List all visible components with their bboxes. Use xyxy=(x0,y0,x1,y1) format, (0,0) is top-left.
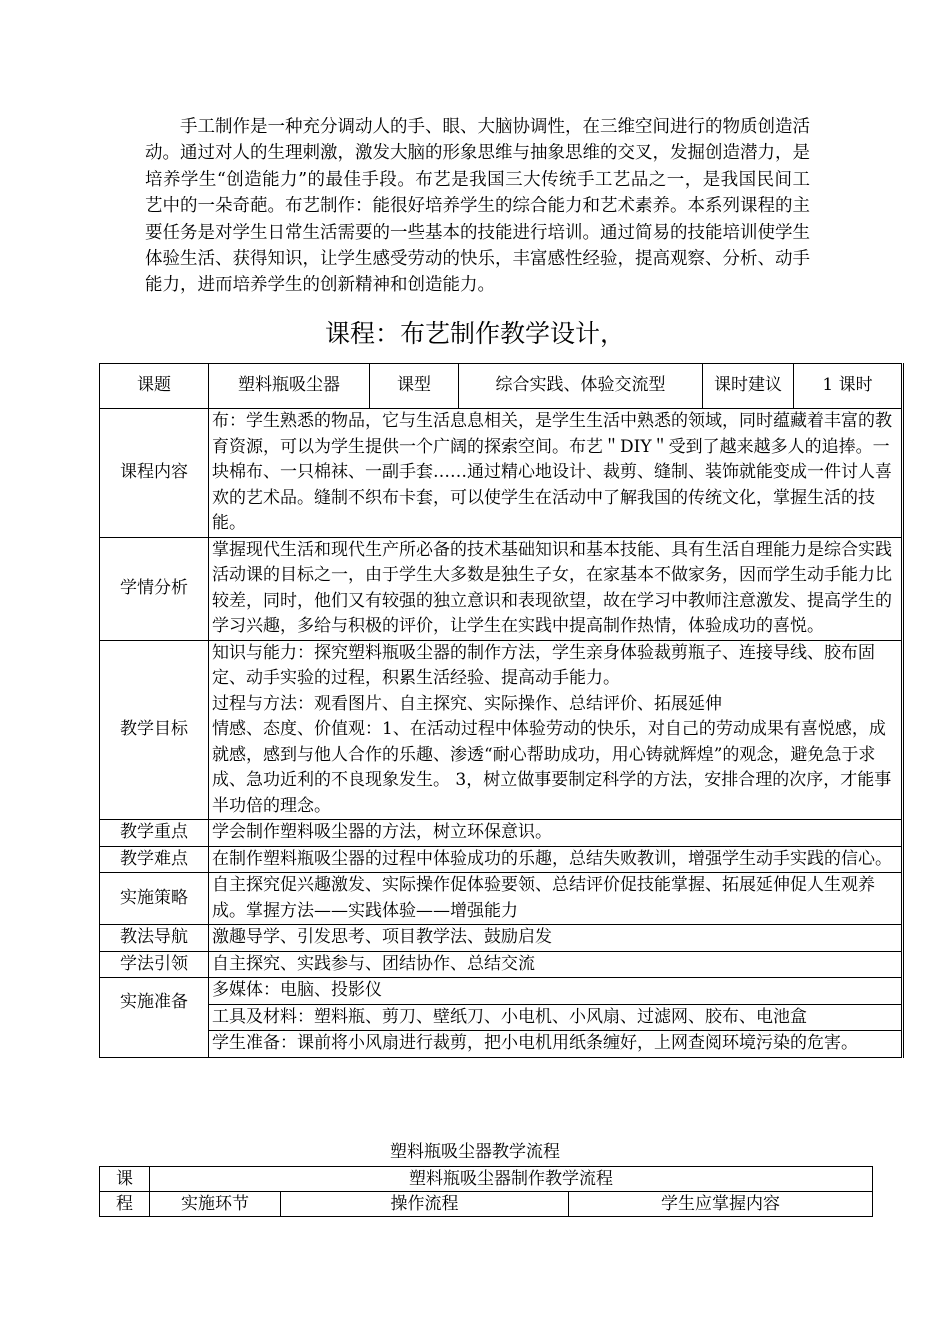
topic-value: 塑料瓶吸尘器 xyxy=(209,364,370,409)
analysis-label: 学情分析 xyxy=(100,537,209,640)
hours-label: 课时建议 xyxy=(703,364,794,409)
analysis-row xyxy=(100,537,903,640)
key-point-label: 教学重点 xyxy=(100,820,209,847)
difficulty-row xyxy=(100,846,903,873)
flow-side-top: 课 xyxy=(100,1167,150,1192)
method-learn-label: 学法引领 xyxy=(100,951,209,978)
method-learn-text: 自主探究、实践参与、团结协作、总结交流 xyxy=(209,951,903,978)
prep-row xyxy=(100,978,903,1058)
key-point-row xyxy=(100,820,903,847)
flow-col-content: 学生应掌握内容 xyxy=(569,1192,873,1217)
difficulty-text: 在制作塑料瓶吸尘器的过程中体验成功的乐趣，总结失败教训，增强学生动手实践的信心。 xyxy=(209,846,903,873)
prep-label: 实施准备 xyxy=(100,978,209,1058)
flow-col-process: 操作流程 xyxy=(281,1192,569,1217)
method-teach-row xyxy=(100,925,903,952)
difficulty-label: 教学难点 xyxy=(100,846,209,873)
method-teach-text: 激趣导学、引发思考、项目教学法、鼓励启发 xyxy=(209,925,903,952)
goals-attitude: 情感、态度、价值观：1、在活动过程中体验劳动的快乐，对自己的劳动成果有喜悦感，成就感，感到与他人合作的乐趣、渗透“耐心帮助成功，用心铸就辉煌”的观念，避免急于求成、急功近利的不良现象发生。 3，树立做事要制定科学的方法，安排合理的次序，才能事半功倍的理念。 xyxy=(212,719,892,816)
flow-table xyxy=(99,1166,873,1217)
analysis-text: 掌握现代生活和现代生产所必备的技术基础知识和基本技能、具有生活自理能力是综合实践活动课的目标之一，由于学生大多数是独生子女，在家基本不做家务，因而学生动手能力比较差，同时，他们又有较强的独立意识和表现欲望，故在学习中教师注意激发、提高学生的学习兴趣，多给与积极的评价，让学生在实践中提高制作热情，体验成功的喜悦。 xyxy=(209,537,903,640)
prep-cell xyxy=(209,978,903,1058)
goals-process: 过程与方法：观看图片、自主探究、实际操作、总结评价、拓展延伸 xyxy=(212,693,722,714)
type-value: 综合实践、体验交流型 xyxy=(459,364,703,409)
header-row xyxy=(100,364,903,409)
key-point-text: 学会制作塑料吸尘器的方法，树立环保意识。 xyxy=(209,820,903,847)
goals-label: 教学目标 xyxy=(100,640,209,820)
flow-title: 塑料瓶吸尘器制作教学流程 xyxy=(150,1167,873,1192)
prep-media: 多媒体：电脑、投影仪 xyxy=(209,978,901,1005)
course-title: 课程：布艺制作教学设计， xyxy=(324,319,625,348)
goals-row xyxy=(100,640,903,820)
content-label: 课程内容 xyxy=(100,409,209,538)
prep-students: 学生准备：课前将小风扇进行裁剪，把小电机用纸条缠好，上网查阅环境污染的危害。 xyxy=(212,1033,858,1053)
lesson-plan-table xyxy=(99,363,904,1058)
strategy-label: 实施策略 xyxy=(100,873,209,925)
flow-col-stage: 实施环节 xyxy=(150,1192,281,1217)
topic-label: 课题 xyxy=(100,364,209,409)
goals-knowledge: 知识与能力：探究塑料瓶吸尘器的制作方法，学生亲身体验裁剪瓶子、连接导线、胶布固定、动手实验的过程，积累生活经验、提高动手能力。 xyxy=(212,642,875,688)
prep-tools: 工具及材料：塑料瓶、剪刀、壁纸刀、小电机、小风扇、过滤网、胶布、电池盒 xyxy=(209,1005,901,1032)
flow-caption: 塑料瓶吸尘器教学流程 xyxy=(390,1142,560,1162)
intro-paragraph: 手工制作是一种充分调动人的手、眼、大脑协调性，在三维空间进行的物质创造活动。通过对人的生理刺激，激发大脑的形象思维与抽象思维的交叉，发掘创造潜力，是培养学生“创造能力”的最佳手段。布艺是我国三大传统手工艺品之一，是我国民间工艺中的一朵奇葩。布艺制作：能很好培养学生的综合能力和艺术素养。本系列课程的主要任务是对学生日常生活需要的一些基本的技能进行培训。通过简易的技能培训使学生体验生活、获得知识，让学生感受劳动的快乐，丰富感性经验，提高观察、分析、动手能力，进而培养学生的创新精神和创造能力。 xyxy=(145,117,810,296)
strategy-text: 自主探究促兴趣激发、实际操作促体验要领、总结评价促技能掌握、拓展延伸促人生观养成。掌握方法——实践体验——增强能力 xyxy=(209,873,903,925)
flow-header-row xyxy=(100,1192,873,1217)
hours-value: 1 课时 xyxy=(794,364,903,409)
method-teach-label: 教法导航 xyxy=(100,925,209,952)
strategy-row xyxy=(100,873,903,925)
goals-cell xyxy=(209,640,903,820)
content-text: 布：学生熟悉的物品，它与生活息息相关，是学生生活中熟悉的领域，同时蕴藏着丰富的教育资源，可以为学生提供一个广阔的探索空间。布艺＂DIY＂受到了越来越多人的追捧。一块棉布、一只棉袜、一副手套……通过精心地设计、裁剪、缝制、装饰就能变成一件讨人喜欢的艺术品。缝制不织布卡套，可以使学生在活动中了解我国的传统文化，掌握生活的技能。 xyxy=(209,409,903,538)
type-label: 课型 xyxy=(370,364,459,409)
method-learn-row xyxy=(100,951,903,978)
flow-title-row xyxy=(100,1167,873,1192)
content-row xyxy=(100,409,903,538)
flow-side-bottom: 程 xyxy=(100,1192,150,1217)
